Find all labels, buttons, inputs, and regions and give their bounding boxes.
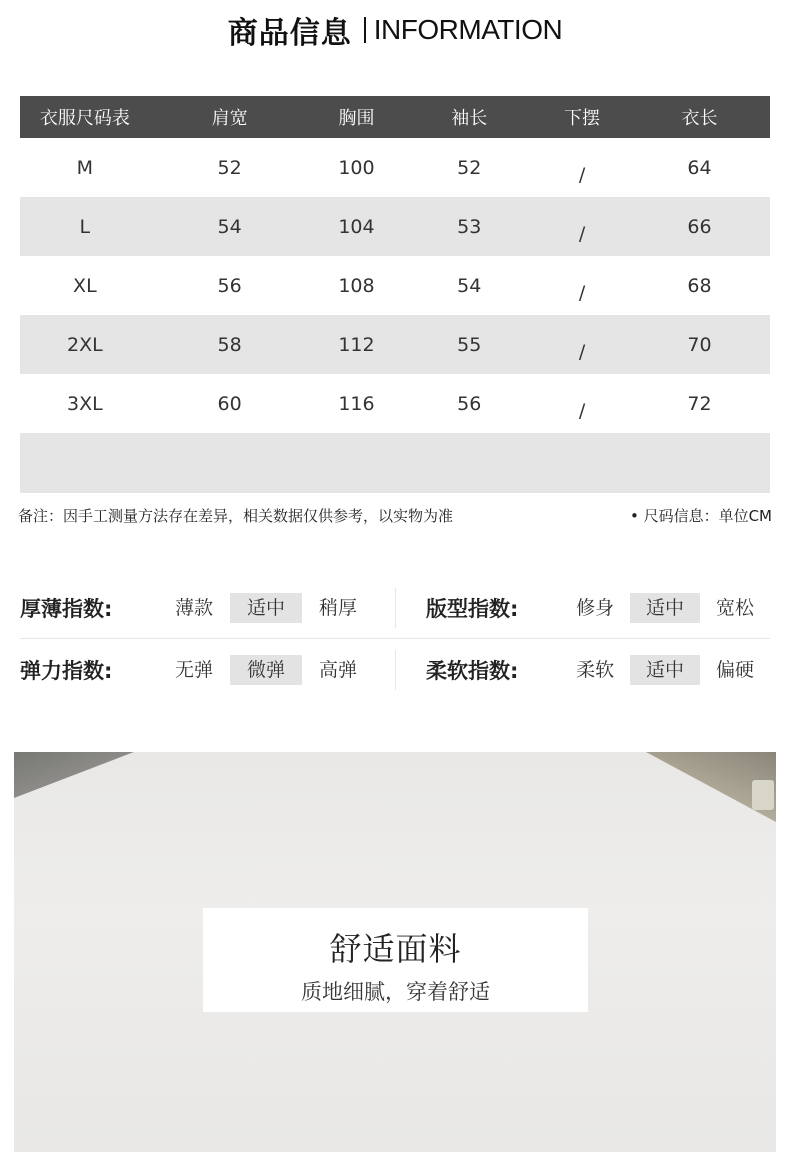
length-cell: 70 [687,333,712,356]
thickness-option-medium-selected: 适中 [230,593,302,623]
fit-option-regular-selected: 适中 [630,593,700,623]
size-chart-table [20,96,770,493]
sleeve-cell: 56 [457,392,482,415]
softness-index [395,650,770,690]
shoulder-cell: 56 [217,274,242,297]
fabric-indices [20,578,770,700]
column-header-size: 衣服尺码表 [39,108,130,129]
elasticity-option-high: 高弹 [318,658,357,681]
column-header-sleeve: 袖长 [451,108,488,129]
fit-option-loose: 宽松 [716,597,755,619]
hem-cell: / [578,281,586,304]
sleeve-cell: 55 [457,333,482,356]
size-cell: XL [73,274,97,297]
softness-index-label: 柔软指数: [426,658,519,683]
unit-info: • 尺码信息：单位CM [630,505,772,526]
chest-cell: 100 [338,156,375,179]
shoulder-cell: 60 [217,392,242,415]
hem-cell: / [578,163,586,186]
length-cell: 64 [687,156,712,179]
elasticity-option-slight-selected: 微弹 [230,655,302,685]
chest-cell: 116 [338,392,375,415]
sleeve-cell: 53 [457,215,482,238]
header-title-en: INFORMATION [373,14,563,45]
shoulder-cell: 58 [217,333,242,356]
column-header-hem: 下摆 [564,108,601,129]
chest-cell: 108 [338,274,375,297]
chest-cell: 112 [338,333,375,356]
length-cell: 68 [687,274,712,297]
column-header-chest: 胸围 [338,108,375,129]
table-row [20,138,770,197]
thickness-option-thin: 薄款 [174,597,213,619]
size-notes [18,505,772,526]
size-cell: L [79,215,91,238]
size-table-header [20,96,770,138]
thickness-index [20,593,395,623]
table-row [20,197,770,256]
table-row [20,256,770,315]
elasticity-option-none: 无弹 [174,658,213,681]
softness-option-stiff: 偏硬 [716,658,755,681]
elasticity-index [20,655,395,685]
photo-seam-detail [752,780,774,810]
length-cell: 66 [687,215,712,238]
hem-cell: / [578,340,586,363]
table-row [20,315,770,374]
empty-table-row [20,433,770,493]
thickness-index-label: 厚薄指数: [20,597,113,621]
feature-title: 舒适面料 [329,930,462,968]
header-title-cn: 商品信息 [227,16,352,51]
fit-index [395,588,770,628]
hem-cell: / [578,399,586,422]
photo-shadow-left [14,752,134,798]
softness-option-soft: 柔软 [576,658,615,681]
elasticity-index-label: 弹力指数: [20,658,113,683]
column-header-shoulder: 肩宽 [211,108,248,129]
length-cell: 72 [687,392,712,415]
column-header-length: 衣长 [681,108,718,129]
shoulder-cell: 52 [217,156,242,179]
softness-option-medium-selected: 适中 [630,655,700,685]
fit-index-label: 版型指数: [426,597,519,621]
chest-cell: 104 [338,215,375,238]
shoulder-cell: 54 [217,215,242,238]
sleeve-cell: 52 [457,156,482,179]
thickness-option-thick: 稍厚 [318,597,357,619]
page-header [0,0,790,60]
measurement-remark: 备注：因手工测量方法存在差异，相关数据仅供参考，以实物为准 [18,507,454,525]
size-cell: 2XL [67,333,103,356]
index-row [20,639,770,700]
fit-option-slim: 修身 [576,597,615,619]
size-cell: M [76,156,94,179]
table-row [20,374,770,433]
index-row [20,578,770,639]
sleeve-cell: 54 [457,274,482,297]
feature-subtitle: 质地细腻，穿着舒适 [301,980,490,1004]
size-cell: 3XL [67,392,103,415]
hem-cell: / [578,222,586,245]
feature-caption [203,908,588,1012]
header-divider [364,17,366,43]
